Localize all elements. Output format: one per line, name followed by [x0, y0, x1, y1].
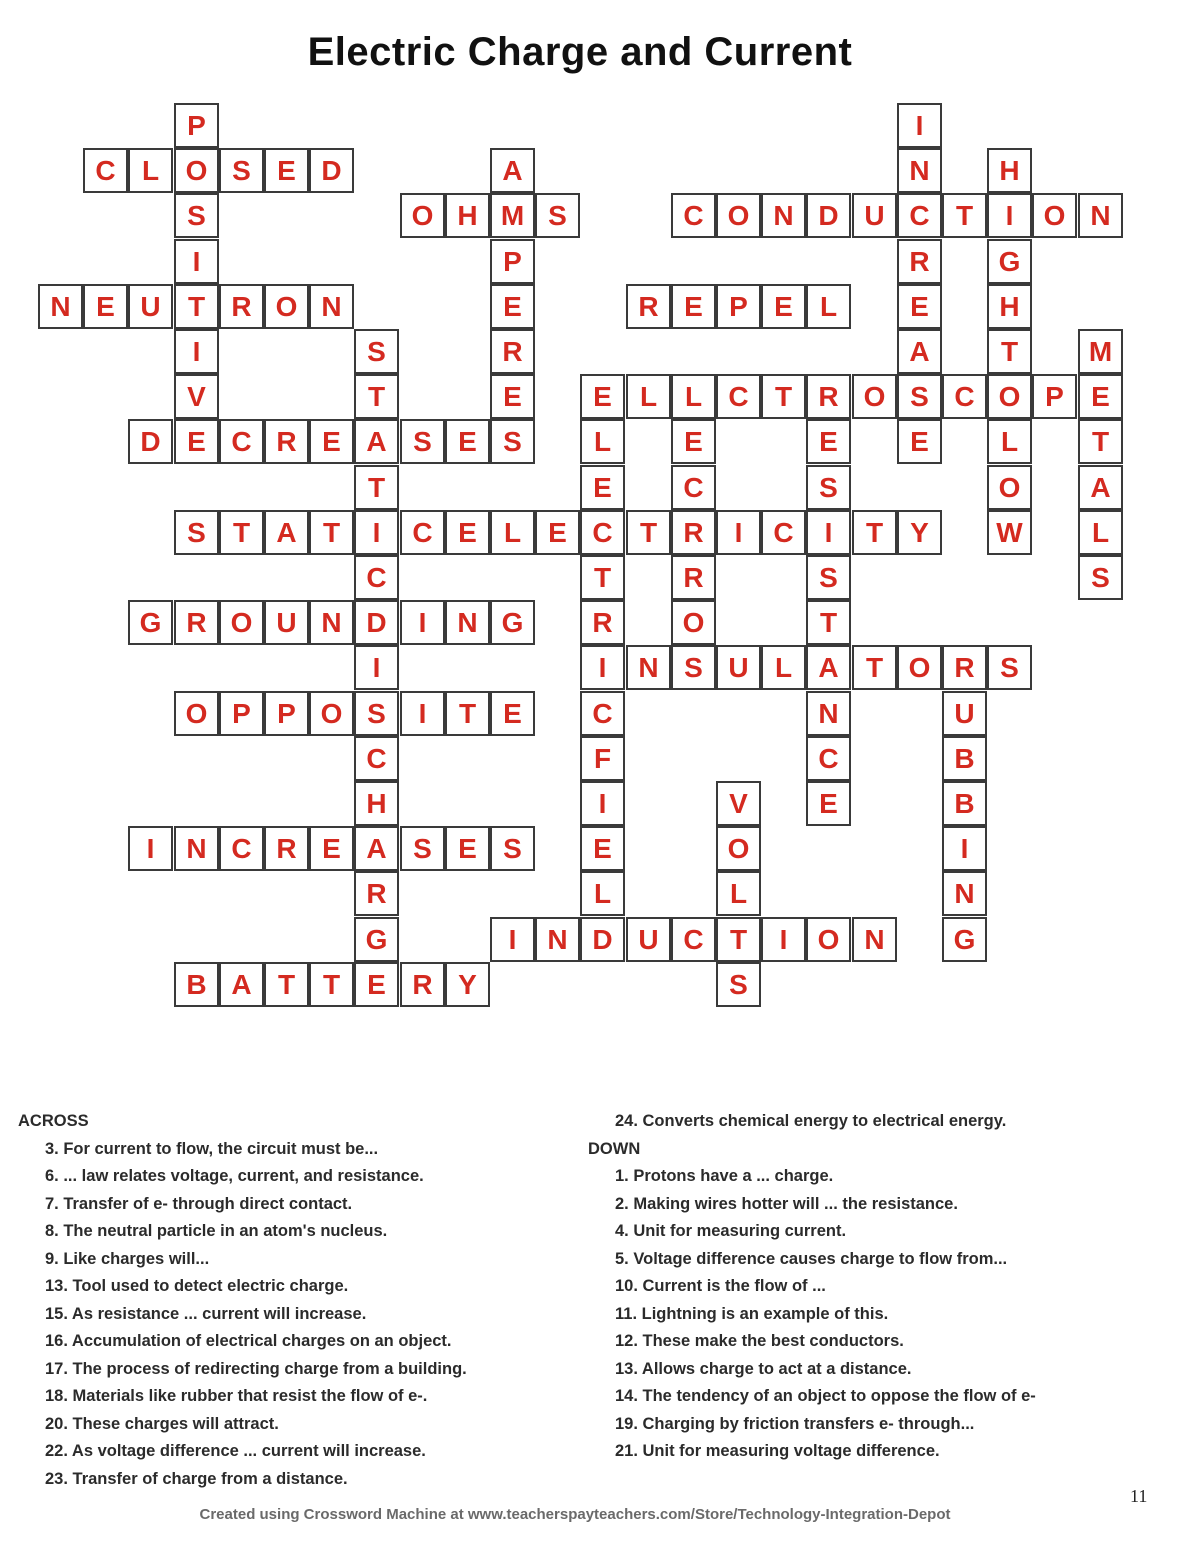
- crossword-cell: I: [400, 691, 445, 736]
- crossword-cell: O: [716, 193, 761, 238]
- crossword-cell: T: [264, 962, 309, 1007]
- crossword-cell: A: [354, 826, 399, 871]
- crossword-cell: S: [806, 555, 851, 600]
- crossword-cell: I: [716, 510, 761, 555]
- crossword-cell: O: [987, 465, 1032, 510]
- crossword-cell: R: [400, 962, 445, 1007]
- crossword-cell: B: [174, 962, 219, 1007]
- crossword-cell: O: [897, 645, 942, 690]
- crossword-cell: E: [264, 148, 309, 193]
- across-clue: 3. For current to flow, the circuit must be...: [45, 1139, 379, 1158]
- crossword-cell: C: [897, 193, 942, 238]
- crossword-cell: T: [354, 465, 399, 510]
- crossword-cell: C: [806, 736, 851, 781]
- crossword-cell: I: [761, 917, 806, 962]
- crossword-cell: O: [309, 691, 354, 736]
- crossword-cell: F: [580, 736, 625, 781]
- crossword-cell: I: [354, 645, 399, 690]
- crossword-cell: T: [354, 374, 399, 419]
- crossword-cell: N: [942, 871, 987, 916]
- crossword-cell: I: [897, 103, 942, 148]
- crossword-cell: P: [716, 284, 761, 329]
- crossword-cell: P: [174, 103, 219, 148]
- crossword-cell: C: [219, 419, 264, 464]
- crossword-cell: C: [83, 148, 128, 193]
- crossword-cell: E: [580, 826, 625, 871]
- crossword-cell: L: [987, 419, 1032, 464]
- crossword-cell: S: [490, 826, 535, 871]
- crossword-cell: W: [987, 510, 1032, 555]
- crossword-cell: C: [671, 917, 716, 962]
- down-clue: 11. Lightning is an example of this.: [615, 1304, 889, 1323]
- crossword-cell: O: [174, 691, 219, 736]
- crossword-cell: A: [264, 510, 309, 555]
- crossword-cell: R: [671, 555, 716, 600]
- crossword-cell: E: [897, 284, 942, 329]
- across-clue: 13. Tool used to detect electric charge.: [45, 1277, 349, 1295]
- crossword-cell: C: [219, 826, 264, 871]
- down-clue: 12. These make the best conductors.: [615, 1332, 904, 1350]
- crossword-cell: O: [264, 284, 309, 329]
- crossword-cell: O: [671, 600, 716, 645]
- crossword-cell: I: [580, 781, 625, 826]
- crossword-cell: M: [490, 193, 535, 238]
- crossword-cell: R: [490, 329, 535, 374]
- crossword-cell: T: [942, 193, 987, 238]
- crossword-cell: R: [942, 645, 987, 690]
- crossword-cell: E: [535, 510, 580, 555]
- footer-credit: Created using Crossword Machine at www.teacherspayteachers.com/Store/Technology-Integration-Depot: [199, 1506, 951, 1523]
- crossword-cell: T: [761, 374, 806, 419]
- crossword-cell: S: [490, 419, 535, 464]
- crossword-cell: L: [128, 148, 173, 193]
- crossword-cell: S: [354, 329, 399, 374]
- down-clue: 5. Voltage difference causes charge to flow from...: [615, 1249, 1008, 1268]
- crossword-cell: S: [535, 193, 580, 238]
- crossword-cell: H: [987, 284, 1032, 329]
- crossword-cell: N: [852, 917, 897, 962]
- down-heading: DOWN: [588, 1139, 641, 1158]
- crossword-cell: C: [354, 555, 399, 600]
- crossword-cell: C: [671, 193, 716, 238]
- crossword-cell: O: [806, 917, 851, 962]
- crossword-cell: N: [897, 148, 942, 193]
- crossword-cell: S: [400, 826, 445, 871]
- crossword-cell: I: [580, 645, 625, 690]
- crossword-cell: T: [309, 962, 354, 1007]
- crossword-cell: L: [806, 284, 851, 329]
- crossword-cell: E: [490, 284, 535, 329]
- crossword-cell: U: [942, 691, 987, 736]
- clues-right-column: [588, 1108, 1188, 1466]
- crossword-cell: M: [1078, 329, 1123, 374]
- crossword-cell: S: [174, 510, 219, 555]
- crossword-cell: A: [219, 962, 264, 1007]
- crossword-cell: L: [626, 374, 671, 419]
- crossword-cell: H: [445, 193, 490, 238]
- crossword-cell: N: [309, 284, 354, 329]
- crossword-cell: N: [174, 826, 219, 871]
- crossword-cell: L: [580, 871, 625, 916]
- crossword-cell: U: [852, 193, 897, 238]
- crossword-cell: R: [626, 284, 671, 329]
- down-clue: 4. Unit for measuring current.: [615, 1222, 847, 1240]
- crossword-cell: C: [580, 691, 625, 736]
- crossword-cell: I: [174, 239, 219, 284]
- crossword-cell: N: [806, 691, 851, 736]
- crossword-cell: S: [716, 962, 761, 1007]
- crossword-cell: E: [1078, 374, 1123, 419]
- down-clue: 2. Making wires hotter will ... the resistance.: [615, 1194, 958, 1213]
- crossword-cell: T: [219, 510, 264, 555]
- crossword-cell: A: [1078, 465, 1123, 510]
- crossword-cell: T: [852, 510, 897, 555]
- crossword-cell: R: [671, 510, 716, 555]
- crossword-cell: T: [445, 691, 490, 736]
- crossword-cell: O: [1032, 193, 1077, 238]
- crossword-cell: O: [716, 826, 761, 871]
- crossword-cell: C: [671, 465, 716, 510]
- crossword-cell: P: [219, 691, 264, 736]
- crossword-cell: E: [806, 419, 851, 464]
- crossword-cell: N: [38, 284, 83, 329]
- across-clue: 9. Like charges will...: [45, 1249, 210, 1268]
- crossword-cell: T: [580, 555, 625, 600]
- crossword-cell: U: [716, 645, 761, 690]
- crossword-cell: V: [716, 781, 761, 826]
- clues-left-column: [18, 1108, 578, 1493]
- crossword-cell: O: [987, 374, 1032, 419]
- crossword-cell: U: [128, 284, 173, 329]
- crossword-cell: L: [1078, 510, 1123, 555]
- crossword-cell: G: [942, 917, 987, 962]
- crossword-cell: R: [264, 826, 309, 871]
- crossword-cell: L: [671, 374, 716, 419]
- across-clue: 17. The process of redirecting charge from a building.: [45, 1359, 467, 1378]
- crossword-cell: E: [445, 419, 490, 464]
- crossword-cell: E: [445, 826, 490, 871]
- crossword-cell: I: [987, 193, 1032, 238]
- crossword-cell: E: [309, 826, 354, 871]
- down-clue: 14. The tendency of an object to oppose the flow of e-: [615, 1387, 1036, 1405]
- crossword-cell: T: [716, 917, 761, 962]
- crossword-cell: S: [671, 645, 716, 690]
- crossword-cell: H: [354, 781, 399, 826]
- crossword-cell: L: [580, 419, 625, 464]
- crossword-cell: I: [942, 826, 987, 871]
- crossword-cell: D: [354, 600, 399, 645]
- crossword-cell: S: [987, 645, 1032, 690]
- crossword-cell: T: [309, 510, 354, 555]
- across-heading: ACROSS: [18, 1112, 89, 1130]
- crossword-cell: S: [174, 193, 219, 238]
- crossword-cell: L: [490, 510, 535, 555]
- crossword-cell: P: [264, 691, 309, 736]
- down-clue: 10. Current is the flow of ...: [615, 1277, 826, 1295]
- crossword-cell: Y: [445, 962, 490, 1007]
- crossword-cell: O: [174, 148, 219, 193]
- crossword-cell: A: [490, 148, 535, 193]
- crossword-cell: G: [128, 600, 173, 645]
- crossword-cell: I: [174, 329, 219, 374]
- page-title: Electric Charge and Current: [307, 30, 853, 74]
- crossword-cell: L: [716, 871, 761, 916]
- crossword-cell: P: [490, 239, 535, 284]
- crossword-cell: I: [354, 510, 399, 555]
- crossword-cell: E: [445, 510, 490, 555]
- crossword-cell: C: [580, 510, 625, 555]
- crossword-cell: N: [445, 600, 490, 645]
- crossword-cell: C: [354, 736, 399, 781]
- crossword-cell: N: [309, 600, 354, 645]
- crossword-cell: O: [400, 193, 445, 238]
- crossword-cell: Y: [897, 510, 942, 555]
- crossword-cell: R: [897, 239, 942, 284]
- crossword-cell: S: [219, 148, 264, 193]
- crossword-cell: E: [761, 284, 806, 329]
- across-clue: 6. ... law relates voltage, current, and resistance.: [45, 1167, 424, 1185]
- crossword-cell: C: [400, 510, 445, 555]
- crossword-cell: E: [309, 419, 354, 464]
- across-clue: 24. Converts chemical energy to electrical energy.: [615, 1112, 1007, 1130]
- crossword-cell: H: [987, 148, 1032, 193]
- crossword-cell: E: [806, 781, 851, 826]
- crossword-cell: T: [806, 600, 851, 645]
- crossword-cell: G: [987, 239, 1032, 284]
- crossword-cell: T: [1078, 419, 1123, 464]
- crossword-cell: L: [761, 645, 806, 690]
- crossword-cell: A: [806, 645, 851, 690]
- crossword-cell: I: [806, 510, 851, 555]
- crossword-cell: R: [264, 419, 309, 464]
- crossword-cell: U: [626, 917, 671, 962]
- crossword-cell: T: [174, 284, 219, 329]
- crossword-cell: I: [128, 826, 173, 871]
- crossword-cell: N: [761, 193, 806, 238]
- crossword-cell: S: [897, 374, 942, 419]
- crossword-cell: O: [852, 374, 897, 419]
- across-clue: 22. As voltage difference ... current will increase.: [45, 1442, 426, 1460]
- crossword-cell: T: [852, 645, 897, 690]
- crossword-cell: T: [987, 329, 1032, 374]
- crossword-cell: E: [490, 374, 535, 419]
- crossword-cell: S: [806, 465, 851, 510]
- crossword-cell: E: [580, 465, 625, 510]
- crossword-cell: G: [490, 600, 535, 645]
- crossword-cell: N: [1078, 193, 1123, 238]
- down-clue: 13. Allows charge to act at a distance.: [615, 1359, 912, 1378]
- crossword-cell: P: [1032, 374, 1077, 419]
- across-clue: 8. The neutral particle in an atom's nucleus.: [45, 1222, 388, 1240]
- crossword-cell: D: [128, 419, 173, 464]
- crossword-cell: V: [174, 374, 219, 419]
- crossword-cell: B: [942, 736, 987, 781]
- crossword-cell: D: [806, 193, 851, 238]
- crossword-cell: E: [671, 419, 716, 464]
- crossword-cell: E: [490, 691, 535, 736]
- across-clue: 20. These charges will attract.: [45, 1414, 279, 1433]
- crossword-cell: S: [354, 691, 399, 736]
- crossword-cell: S: [1078, 555, 1123, 600]
- crossword-cell: R: [354, 871, 399, 916]
- crossword-cell: U: [264, 600, 309, 645]
- down-clue: 1. Protons have a ... charge.: [615, 1167, 834, 1185]
- crossword-cell: E: [354, 962, 399, 1007]
- crossword-cell: C: [761, 510, 806, 555]
- crossword-cell: G: [354, 917, 399, 962]
- across-clue: 7. Transfer of e- through direct contact.: [45, 1194, 353, 1213]
- across-clue: 23. Transfer of charge from a distance.: [45, 1469, 348, 1488]
- crossword-cell: E: [897, 419, 942, 464]
- crossword-cell: B: [942, 781, 987, 826]
- crossword-cell: T: [626, 510, 671, 555]
- crossword-cell: S: [400, 419, 445, 464]
- crossword-cell: D: [580, 917, 625, 962]
- crossword-cell: R: [174, 600, 219, 645]
- across-clue: 15. As resistance ... current will increase.: [45, 1304, 367, 1323]
- page-number: 11: [1130, 1486, 1148, 1506]
- crossword-cell: E: [671, 284, 716, 329]
- crossword-cell: R: [580, 600, 625, 645]
- down-clue: 19. Charging by friction transfers e- through...: [615, 1414, 975, 1433]
- crossword-cell: D: [309, 148, 354, 193]
- crossword-cell: R: [219, 284, 264, 329]
- crossword-cell: I: [490, 917, 535, 962]
- across-clue: 18. Materials like rubber that resist the flow of e-.: [45, 1387, 428, 1405]
- crossword-cell: N: [626, 645, 671, 690]
- crossword-cell: E: [580, 374, 625, 419]
- crossword-cell: A: [897, 329, 942, 374]
- down-clue: 21. Unit for measuring voltage difference.: [615, 1442, 940, 1460]
- crossword-cell: N: [535, 917, 580, 962]
- crossword-cell: O: [219, 600, 264, 645]
- crossword-cell: E: [174, 419, 219, 464]
- crossword-cell: C: [716, 374, 761, 419]
- crossword-cell: C: [942, 374, 987, 419]
- crossword-cell: A: [354, 419, 399, 464]
- across-clue: 16. Accumulation of electrical charges on an object.: [45, 1332, 452, 1350]
- crossword-cell: I: [400, 600, 445, 645]
- crossword-cell: R: [806, 374, 851, 419]
- crossword-cell: E: [83, 284, 128, 329]
